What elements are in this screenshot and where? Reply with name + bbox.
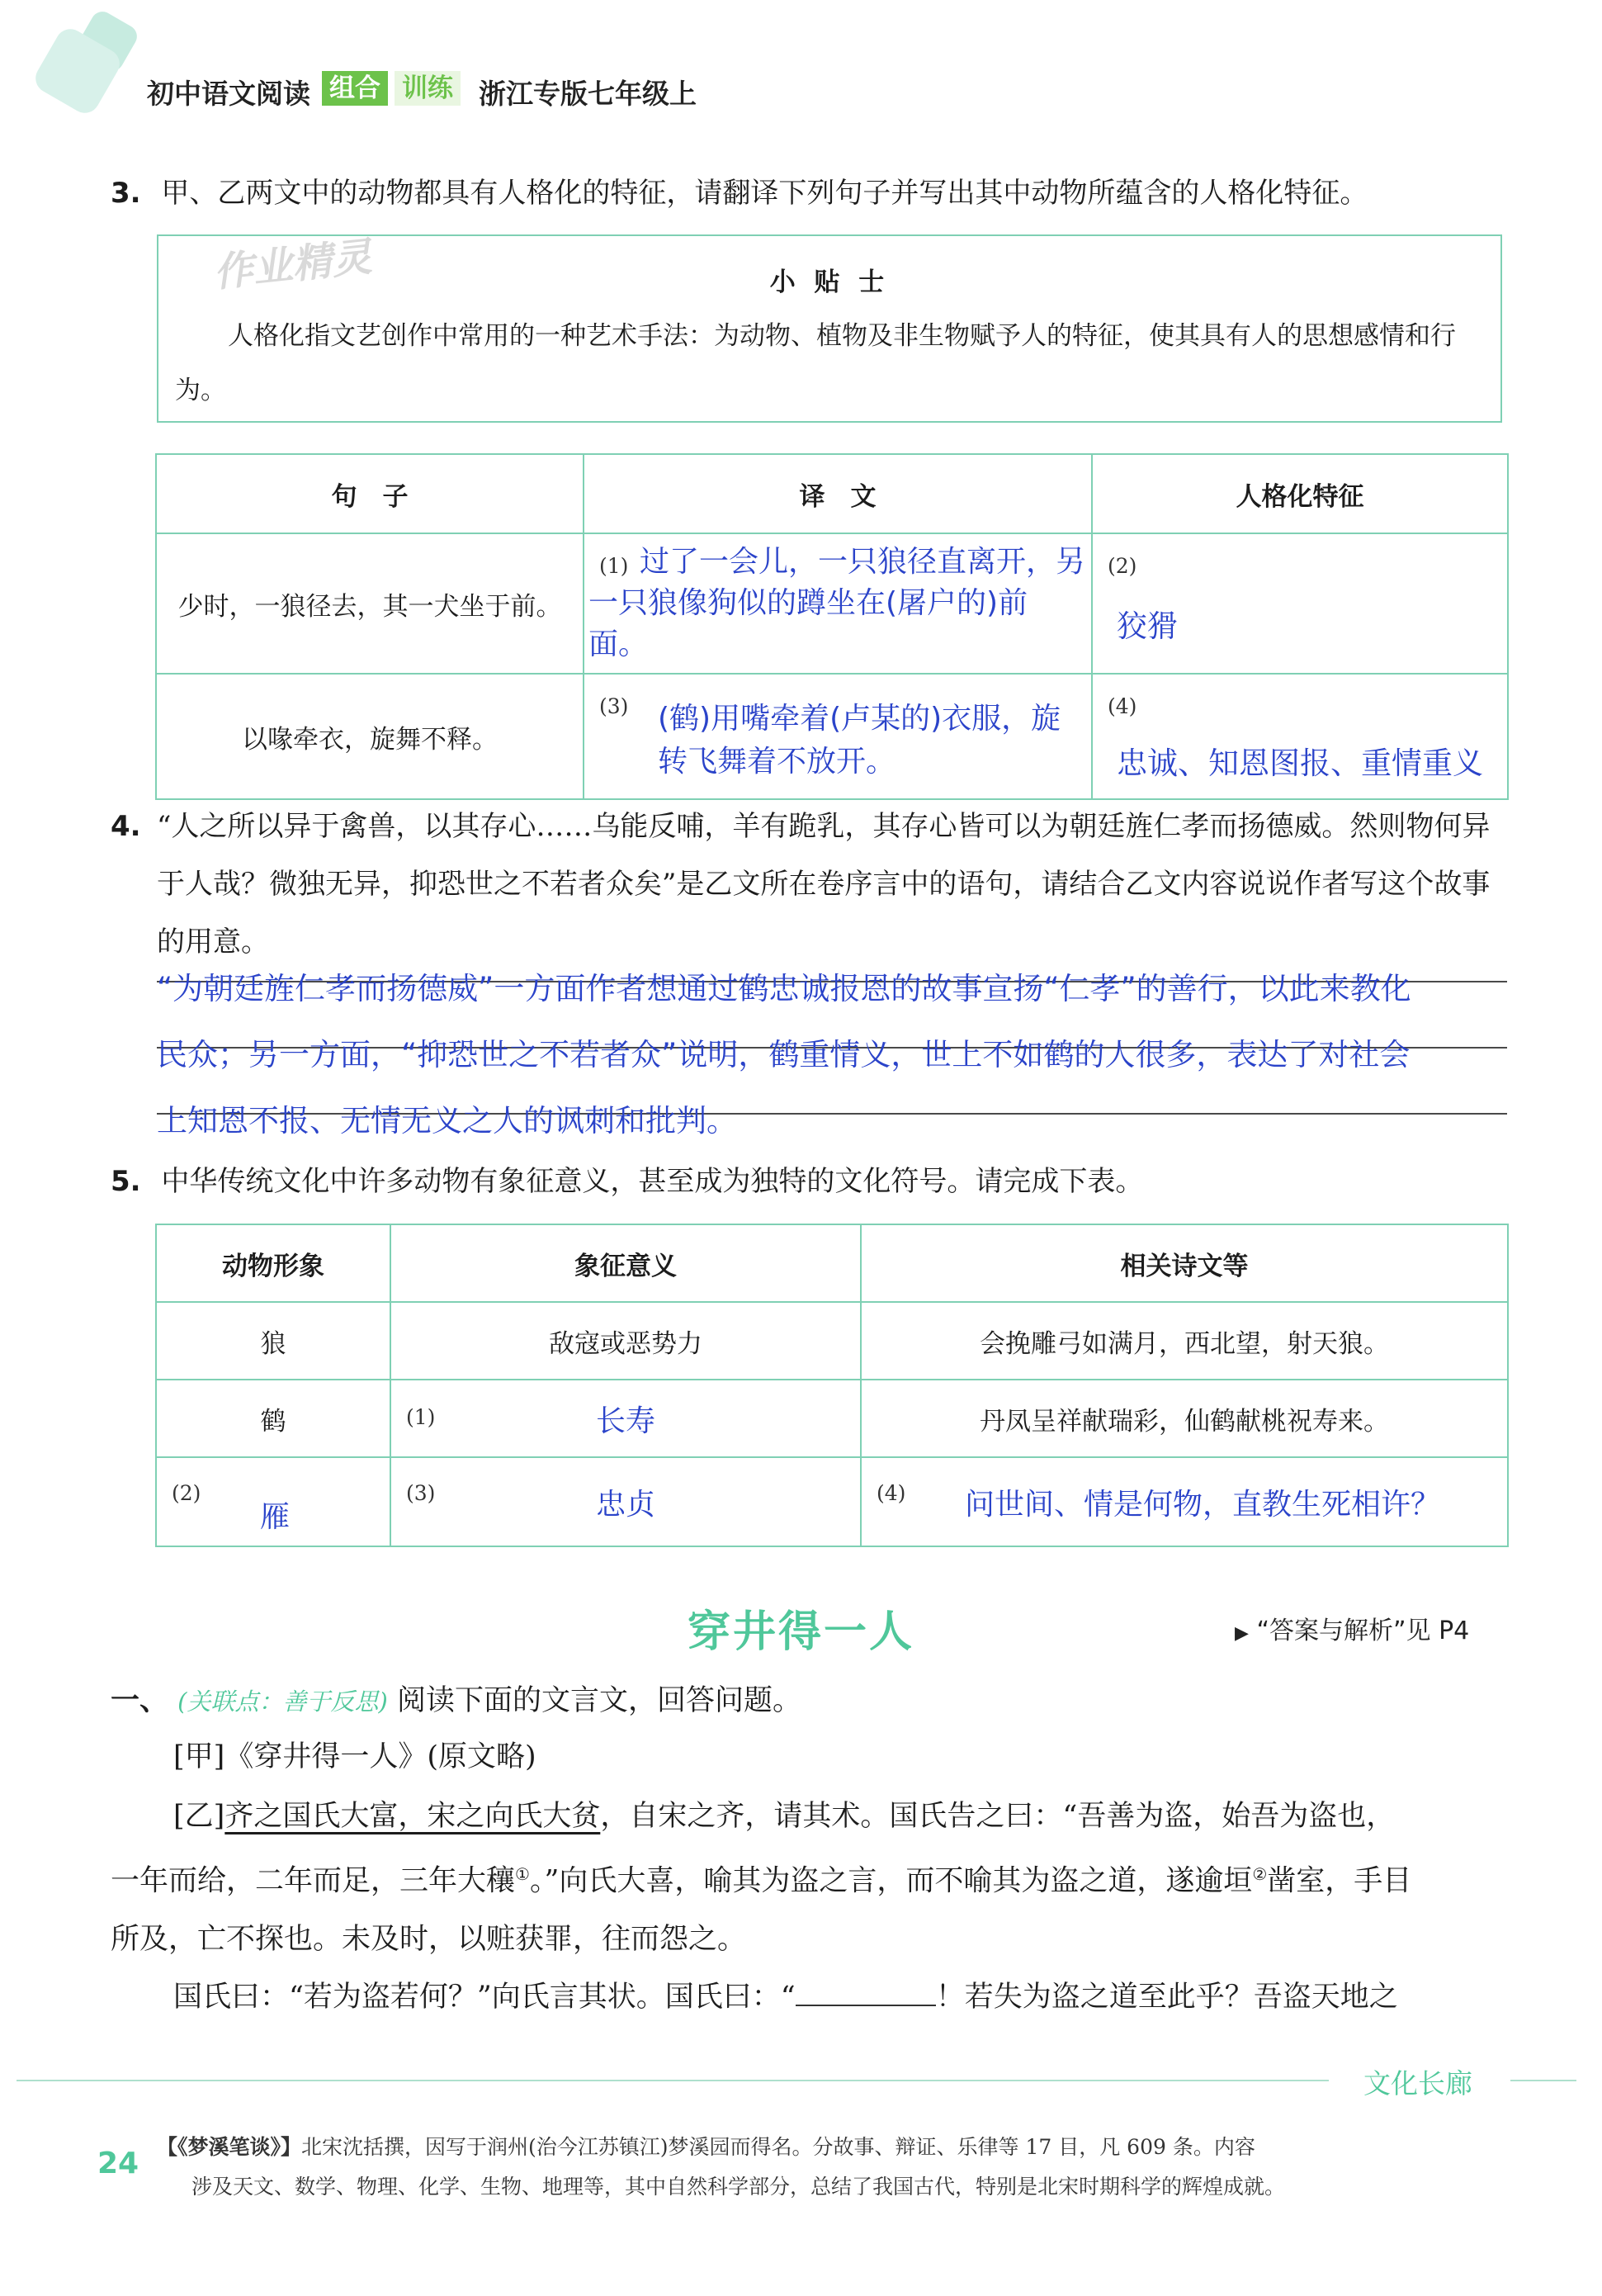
question-3 — [111, 164, 1514, 222]
animal-cell — [156, 1457, 390, 1546]
jia-label: [甲] — [173, 1740, 225, 1773]
blank-number: (4) — [877, 1481, 906, 1505]
tag-combo: 组合 — [322, 71, 388, 106]
translation-answer: 过了一会儿，一只狼径直离开，另一只狼像狗似的蹲坐在(屠户的)前面。 — [588, 545, 1086, 661]
translation-cell — [584, 674, 1092, 799]
trait-answer: 狡猾 — [1117, 608, 1178, 644]
poem-answer: 问世间、情是何物，直教生死相许？ — [965, 1487, 1441, 1522]
footer-divider — [1510, 2080, 1576, 2081]
tip-box — [157, 234, 1502, 423]
blank-number: (2) — [172, 1481, 201, 1505]
poem-cell: 会挽雕弓如满月，西北望，射天狼。 — [861, 1302, 1508, 1380]
meaning-cell — [390, 1457, 861, 1546]
poem-cell: 丹凤呈祥献瑞彩，仙鹤献桃祝寿来。 — [861, 1380, 1508, 1457]
passage-text: 凿室，手目 — [1267, 1864, 1412, 1898]
table-header: 象征意义 — [390, 1224, 861, 1302]
answer-line-text: 上知恩不报、无情无义之人的讽刺和批判。 — [157, 1103, 737, 1139]
sentence-cell: 少时，一狼径去，其一犬坐于前。 — [156, 533, 584, 674]
blank-number: (3) — [406, 1481, 436, 1505]
meaning-answer: 长寿 — [595, 1404, 655, 1438]
edition-label: 浙江专版七年级上 — [479, 78, 697, 110]
footer-note-line — [157, 2128, 1527, 2167]
answer-line-text: 民众；另一方面，“抑恐世之不若者众”说明，鹤重情义，世上不如鹤的人很多，表达了对社会 — [157, 1037, 1411, 1072]
page-number: 24 — [97, 2147, 139, 2180]
poem-cell — [861, 1457, 1508, 1546]
passage-line — [111, 1968, 1514, 2026]
translation-answer: (鹤)用嘴牵着(卢某的)衣服，旋转飞舞着不放开。 — [658, 702, 1061, 779]
passage-text: 国氏曰：“若为盗若何？”向氏言其状。国氏曰：“ — [173, 1980, 796, 2014]
meaning-cell — [390, 1380, 861, 1457]
part-label: 一、 — [111, 1684, 169, 1717]
fill-blank[interactable] — [796, 1980, 936, 2006]
animal-cell: 鹤 — [156, 1380, 390, 1457]
play-icon: ▶ — [1235, 1623, 1249, 1644]
sentence-cell: 以喙牵衣，旋舞不释。 — [156, 674, 584, 799]
book-title: 初中语文阅读 — [147, 78, 310, 110]
tag-training: 训练 — [395, 71, 461, 106]
footer-divider — [17, 2080, 1329, 2081]
translation-cell — [584, 533, 1092, 674]
footnote-marker: ① — [515, 1864, 530, 1884]
yi-passage — [111, 1787, 1514, 2026]
question-number: 5. — [111, 1165, 141, 1198]
jia-text: 《穿井得一人》(原文略) — [224, 1740, 536, 1773]
table-header: 译 文 — [584, 454, 1092, 533]
blank-number: (1) — [599, 554, 629, 578]
question-number: 3. — [111, 177, 141, 210]
passage-text: 一年而给，二年而足，三年大穰 — [111, 1864, 516, 1898]
part-heading — [111, 1676, 801, 1726]
footnote-marker: ② — [1252, 1864, 1268, 1884]
animal-answer: 雁 — [260, 1499, 291, 1534]
question-5 — [111, 1153, 1514, 1210]
passage-text: 。”向氏大喜，喻其为盗之言，而不喻其为盗之道，遂逾垣 — [529, 1864, 1253, 1898]
blank-number: (4) — [1108, 694, 1137, 718]
jia-line — [173, 1732, 536, 1782]
footer-note-title: 【《梦溪笔谈》】 — [157, 2135, 302, 2159]
tip-title: 小 贴 士 — [769, 267, 890, 297]
instruction: 阅读下面的文言文，回答问题。 — [396, 1684, 801, 1717]
yi-label: [乙] — [173, 1800, 225, 1833]
passage-line — [111, 1787, 1514, 1845]
trait-cell — [1092, 674, 1508, 799]
question-text: 甲、乙两文中的动物都具有人格化的特征，请翻译下列句子并写出其中动物所蕴含的人格化特征。 — [161, 177, 1368, 210]
question-number: 4. — [111, 810, 141, 843]
table-header: 句 子 — [156, 454, 584, 533]
table-header: 相关诗文等 — [861, 1224, 1508, 1302]
answer-line-text: “为朝廷旌仁孝而扬德威”一方面作者想通过鹤忠诚报恩的故事宣扬“仁孝”的善行，以此来教化 — [157, 971, 1411, 1006]
blank-number: (1) — [406, 1405, 436, 1429]
answer-reference — [1235, 1610, 1469, 1646]
tip-body: 人格化指文艺创作中常用的一种艺术手法：为动物、植物及非生物赋予人的特征，使其具有人的思想感情和行为。 — [175, 321, 1456, 405]
passage-line: 所及，亡不探也。未及时，以赃获罪，往而怨之。 — [111, 1922, 747, 1956]
trait-answer: 忠诚、知恩图报、重情重义 — [1117, 746, 1483, 781]
question-text: 中华传统文化中许多动物有象征意义，甚至成为独特的文化符号。请完成下表。 — [161, 1165, 1144, 1198]
meaning-answer: 忠贞 — [595, 1487, 655, 1522]
symbol-table — [155, 1224, 1509, 1547]
watermark: 作业精灵 — [211, 234, 374, 296]
passage-line — [111, 1845, 1514, 1910]
answer-reference-text: “答案与解析”见 P4 — [1256, 1617, 1470, 1645]
blank-number: (2) — [1108, 554, 1137, 578]
table-header: 动物形象 — [156, 1224, 390, 1302]
blank-number: (3) — [599, 694, 629, 718]
footer-note-line: 涉及天文、数学、物理、化学、生物、地理等，其中自然科学部分，总结了我国古代，特别是北宋时期科学的辉煌成就。 — [191, 2175, 1286, 2199]
question-text: “人之所以异于禽兽，以其存心……乌能反哺，羊有跪乳，其存心皆可以为朝廷旌仁孝而扬德威。然则物何异于人哉？微独无异，抑恐世之不若者众矣”是乙文所在卷序言中的语句，请结合乙文内容说说作者写这个故事的用意。 — [157, 810, 1491, 959]
trait-cell — [1092, 533, 1508, 674]
footer-note — [157, 2128, 1527, 2207]
passage-text: ，自宋之齐，请其术。国氏告之曰：“吾善为盗，始吾为盗也， — [600, 1800, 1396, 1833]
corner-label: 文化长廊 — [1363, 2067, 1472, 2100]
table-header: 人格化特征 — [1092, 454, 1508, 533]
passage-text: ！若失为盗之道至此乎？吾盗天地之 — [935, 1980, 1398, 2014]
animal-cell: 狼 — [156, 1302, 390, 1380]
focus-label: (关联点：善于反思) — [177, 1688, 388, 1716]
meaning-cell: 敌寇或恶势力 — [390, 1302, 861, 1380]
section-title: 穿井得一人 — [687, 1607, 914, 1657]
footer-note-text: 北宋沈括撰，因写于润州(治今江苏镇江)梦溪园而得名。分故事、辩证、乐律等 17 目，凡 609 条。内容 — [301, 2135, 1255, 2159]
underlined-sentence: 齐之国氏大富，宋之向氏大贫 — [224, 1800, 601, 1833]
question-4 — [111, 798, 1514, 971]
translation-table — [155, 453, 1509, 800]
